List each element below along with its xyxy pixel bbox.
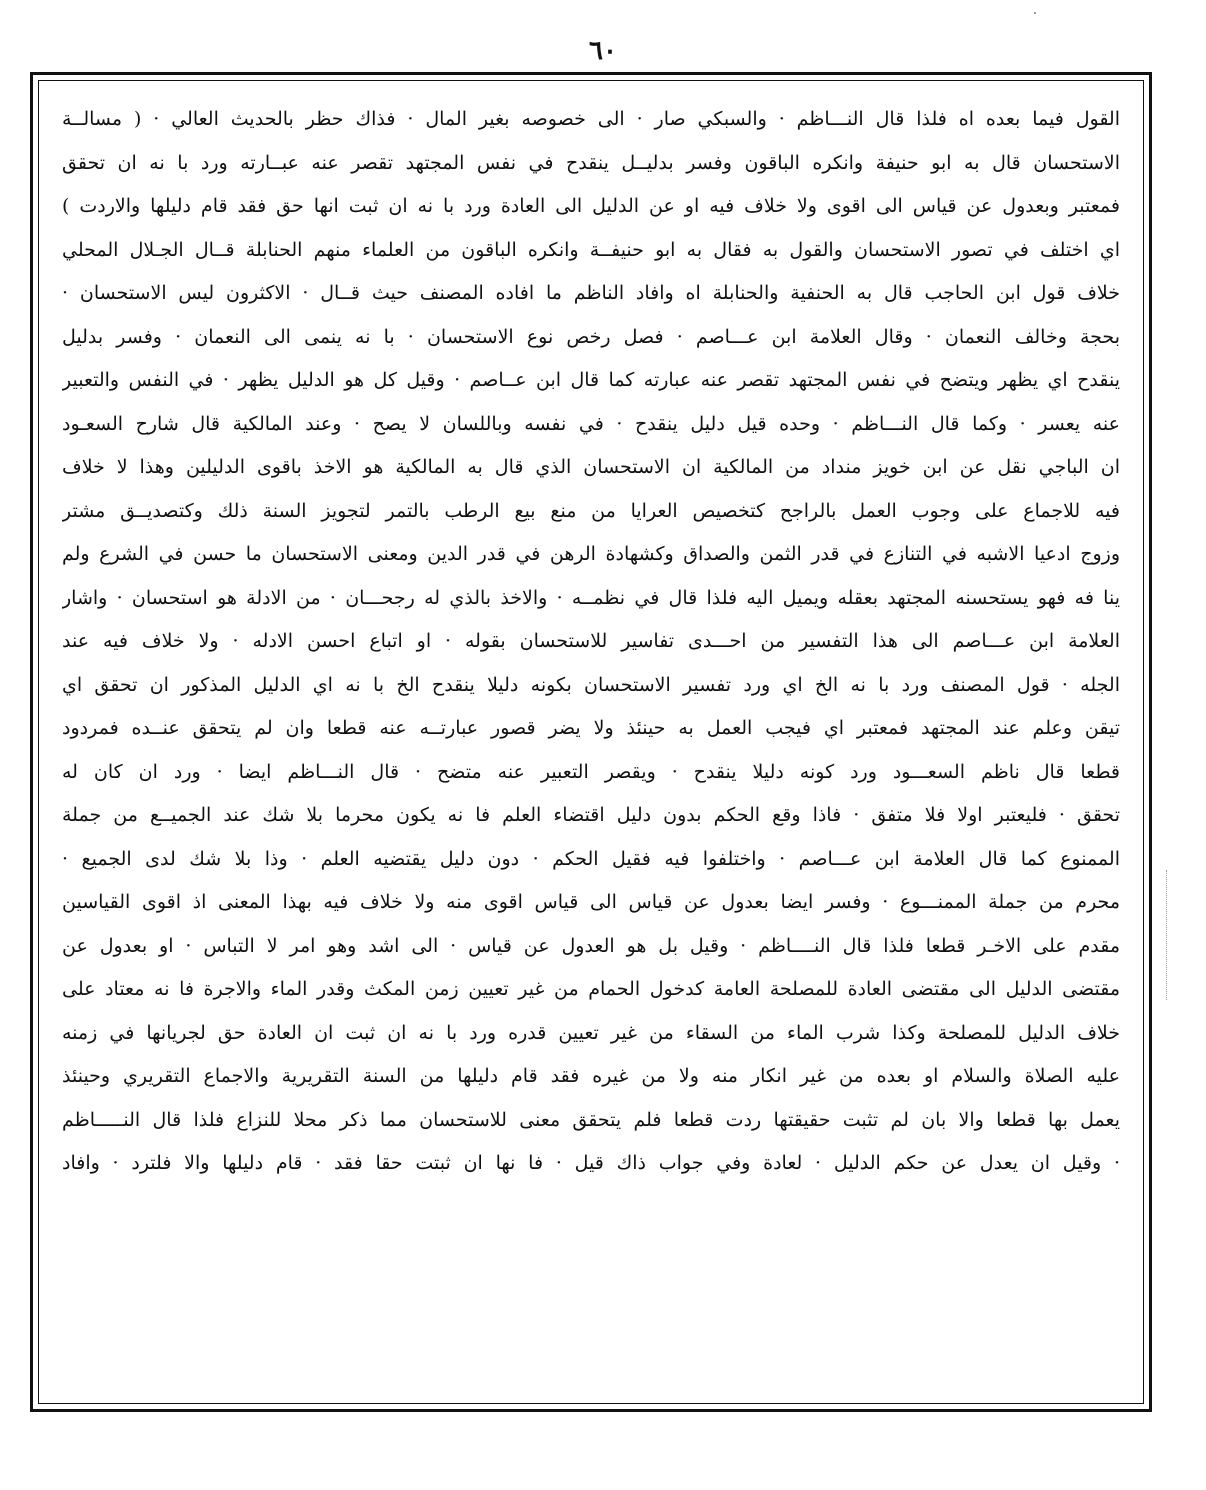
text-line [62, 1229, 1120, 1273]
text-line: تيقن وعلم عند المجتهد فمعتبر اي فيجب العمل به حينئذ ولا يضر قصور عبارتــه عنه قطعا وان لم يتحقق عنــده فمردود [62, 717, 1120, 739]
scan-margin-marks [1166, 870, 1173, 1000]
text-line: وزوج ادعيا الاشبه في التنازع في قدر الثمن والصداق وكشهادة الرهن في قدر الدين ومعنى الاستحسان ما حسن في الشرع ولم [62, 543, 1120, 565]
text-line: محرم من جملة الممنـــوع · وفسر ايضا بعدول عن قياس الى قياس اقوى منه ولا خلاف فيه بهذا المعنى اذ اقوى القياسين [62, 891, 1120, 913]
text-line: بحجة وخالف النعمان · وقال العلامة ابن عـــاصم · فصل رخص نوع الاستحسان · با نه ينمى الى النعمان · وفسر بدليل [62, 325, 1120, 348]
text-line: ينا فه فهو يستحسنه المجتهد بعقله ويميل اليه فلذا قال في نظمــه · والاخذ بالذي له رجحـــان · من الادلة هو استحسان · واشار [62, 586, 1120, 609]
text-line: يعمل بها قطعا والا بان لم تثبت حقيقتها ردت قطعا فلم يتحقق معنى للاستحسان مما ذكر محلا للنزاع فلذا قال النـــــاظم [62, 1108, 1120, 1131]
text-line: تحقق · فليعتبر اولا فلا متفق · فاذا وقع الحكم بدون دليل اقتضاء العلم فا نه يكون محرما بلا شك عند الجميــع من جملة [62, 804, 1120, 826]
text-line: العلامة ابن عـــاصم الى هذا التفسير من احـــدى تفاسير للاستحسان بقوله · او اتباع احسن الادله · ولا خلاف فيه عند [62, 630, 1120, 652]
text-line: مقدم على الاخـر قطعا فلذا قال النــــاظم · وقيل بل هو العدول عن قياس · الى اشد وهو امر لا التباس · او بعدول عن [62, 934, 1120, 957]
scan-speck [1034, 12, 1036, 14]
text-line [62, 1273, 1120, 1317]
text-line: خلاف قول ابن الحاجب قال به الحنفية والحنابلة اه وافاد الناظم ما افاده المصنف حيث قــال · الاكثرون ليس الاستحسان · [62, 282, 1120, 304]
text-line: عنه يعسر · وكما قال النـــاظم · وحده قيل دليل ينقدح · في نفسه وباللسان لا يصح · وعند المالكية قال شارح السعـود [62, 412, 1120, 435]
text-line: الممنوع كما قال العلامة ابن عـــاصم · واختلفوا فيه فقيل الحكم · دون دليل يقتضيه العلم · وذا بلا شك لدى الجميع · [62, 847, 1120, 870]
text-line: مقتضى الدليل الى مقتضى العادة للمصلحة العامة كدخول الحمام من غير تعيين زمن المكث وقدر الماء والاجرة فا نه معتاد على [62, 978, 1120, 1000]
text-line: القول فيما بعده اه فلذا قال النـــاظم · والسبكي صار · الى خصوصه بغير المال · فذاك حظر بالحديث العالي · ( مسالــة [62, 108, 1120, 130]
text-line: عليه الصلاة والسلام او بعده من غير انكار منه ولا من غيره فقد قام دليلها من السنة التقريرية والاجماع التقريري وحينئذ [62, 1065, 1120, 1087]
text-line: الجله · قول المصنف ورد با نه الخ اي ورد تفسير الاستحسان بكونه دليلا ينقدح الخ با نه اي الدليل المذكور ان تحقق اي [62, 673, 1120, 696]
text-line: اي اختلف في تصور الاستحسان والقول به فقال به ابو حنيفــة وانكره الباقون من العلماء منهم الحنابلة قــال الجـلال المحلي [62, 238, 1120, 261]
text-line: فيه للاجماع على وجوب العمل بالراجح كتخصيص العرايا من منع بيع الرطب بالتمر لتجويز السنة ذلك وكتصديــق مشتر [62, 499, 1120, 522]
text-line: قطعا قال ناظم السعـــود ورد كونه دليلا ينقدح · ويقصر التعبير عنه متضح · قال النـــاظم ايضا · ورد ان كان له [62, 760, 1120, 783]
text-line [62, 1316, 1120, 1360]
page-number: ٦٠ [589, 36, 617, 66]
text-line: ينقدح اي يظهر ويتضح في نفس المجتهد تقصر عنه عبارته كما قال ابن عــاصم · وقيل كل هو الدليل يظهر · في النفس والتعبير [62, 369, 1120, 391]
text-line: فمعتبر وبعدول عن قياس الى اقوى ولا خلاف فيه او عن الدليل الى العادة ورد با نه ان ثبت انها حق فقد قام دليلها والاردت ) [62, 195, 1120, 217]
text-line: الاستحسان قال به ابو حنيفة وانكره الباقون وفسر بدليــل ينقدح في نفس المجتهد تقصر عنه عبــارته ورد با نه ان تحقق [62, 151, 1120, 174]
text-line: · وقيل ان يعدل عن حكم الدليل · لعادة وفي جواب ذاك قيل · فا نها ان ثبتت حقا فقد · قام دليلها والا فلترد · وافاد [62, 1152, 1120, 1174]
text-line: خلاف الدليل للمصلحة وكذا شرب الماء من السقاء من غير تعيين قدره ورد با نه ان ثبت ان العادة حق لجريانها في زمنه [62, 1021, 1120, 1044]
text-line: ان الباجي نقل عن ابن خويز منداد من المالكية ان الاستحسان الذي قال به المالكية هو الاخذ باقوى الدليلين وهذا لا خلاف [62, 456, 1120, 478]
text-line [62, 1186, 1120, 1230]
main-text-block [44, 86, 1138, 1398]
